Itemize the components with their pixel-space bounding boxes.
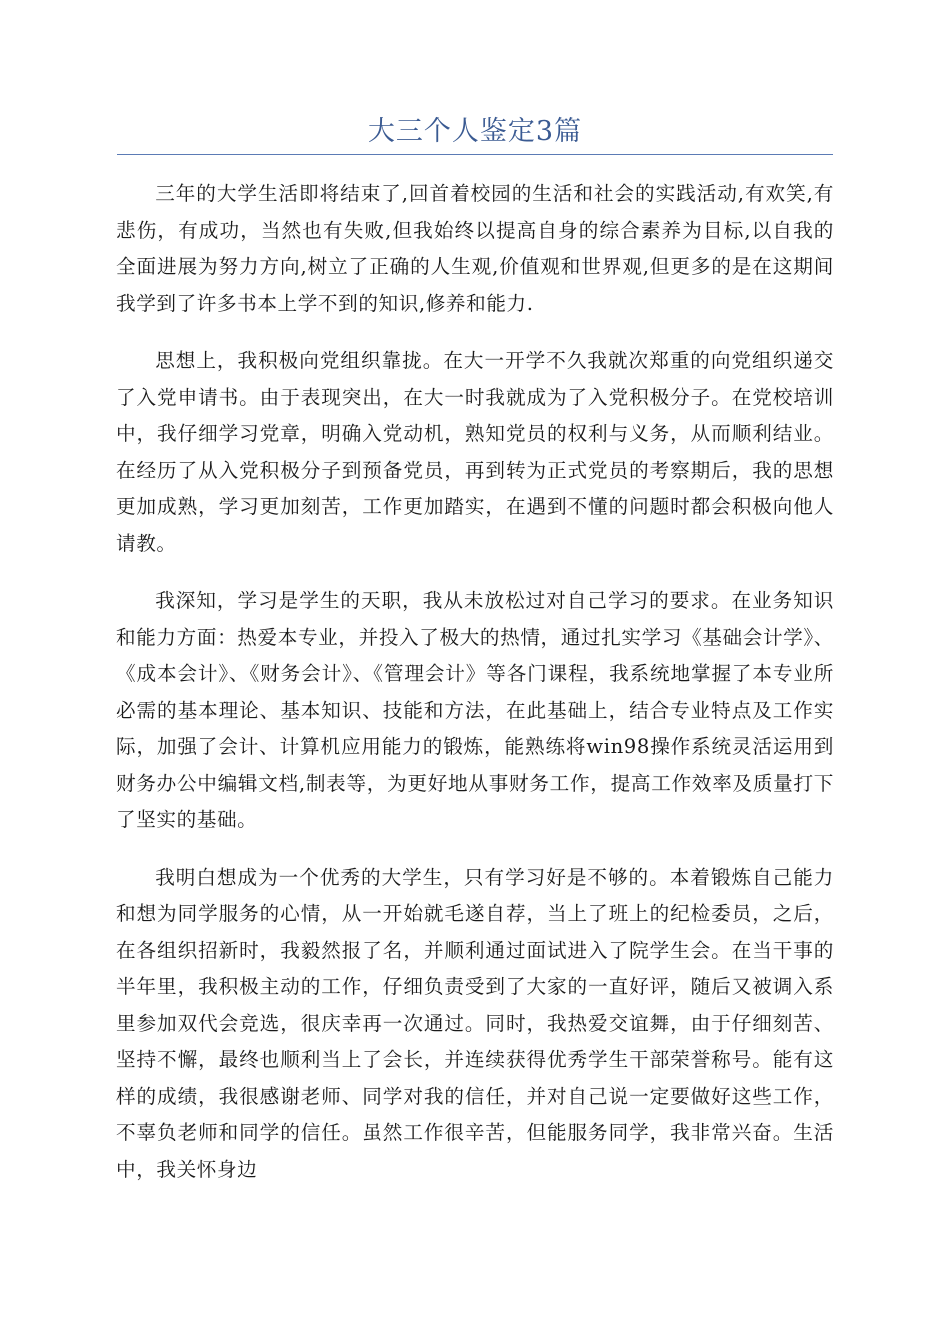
document-title: 大三个人鉴定3篇 xyxy=(367,116,583,147)
document-body xyxy=(116,176,834,1209)
paragraph-2: 思想上，我积极向党组织靠拢。在大一开学不久我就次郑重的向党组织递交了入党申请书。由于表现突出，在大一时我就成为了入党积极分子。在党校培训中，我仔细学习党章，明确入党动机，熟知党员的权利与义务，从而顺利结业。在经历了从入党积极分子到预备党员，再到转为正式党员的考察期后，我的思想更加成熟，学习更加刻苦，工作更加踏实，在遇到不懂的问题时都会积极向他人请教。 xyxy=(116,349,834,555)
paragraph-3: 我深知，学习是学生的天职，我从未放松过对自己学习的要求。在业务知识和能力方面：热爱本专业，并投入了极大的热情，通过扎实学习《基础会计学》、《成本会计》、《财务会计》、《管理会计》等各门课程，我系统地掌握了本专业所必需的基本理论、基本知识、技能和方法，在此基础上，结合专业特点及工作实际，加强了会计、计算机应用能力的锻炼，能熟练将win98操作系统灵活运用到财务办公中编辑文档,制表等，为更好地从事财务工作，提高工作效率及质量打下了坚实的基础。 xyxy=(116,589,834,831)
paragraph-4: 我明白想成为一个优秀的大学生，只有学习好是不够的。本着锻炼自己能力和想为同学服务的心情，从一开始就毛遂自荐，当上了班上的纪检委员，之后，在各组织招新时，我毅然报了名，并顺利通过面试进入了院学生会。在当干事的半年里，我积极主动的工作，仔细负责受到了大家的一直好评，随后又被调入系里参加双代会竞选，很庆幸再一次通过。同时，我热爱交谊舞，由于仔细刻苦、坚持不懈，最终也顺利当上了会长，并连续获得优秀学生干部荣誉称号。能有这样的成绩，我很感谢老师、同学对我的信任，并对自己说一定要做好这些工作，不辜负老师和同学的信任。虽然工作很辛苦，但能服务同学，我非常兴奋。生活中，我关怀身边 xyxy=(116,865,834,1181)
title-underline xyxy=(117,154,833,155)
paragraph-1: 三年的大学生活即将结束了,回首着校园的生活和社会的实践活动,有欢笑,有悲伤，有成功，当然也有失败,但我始终以提高自身的综合素养为目标,以自我的全面进展为努力方向,树立了正确的人生观,价值观和世界观,但更多的是在这期间我学到了许多书本上学不到的知识,修养和能力. xyxy=(116,182,834,315)
